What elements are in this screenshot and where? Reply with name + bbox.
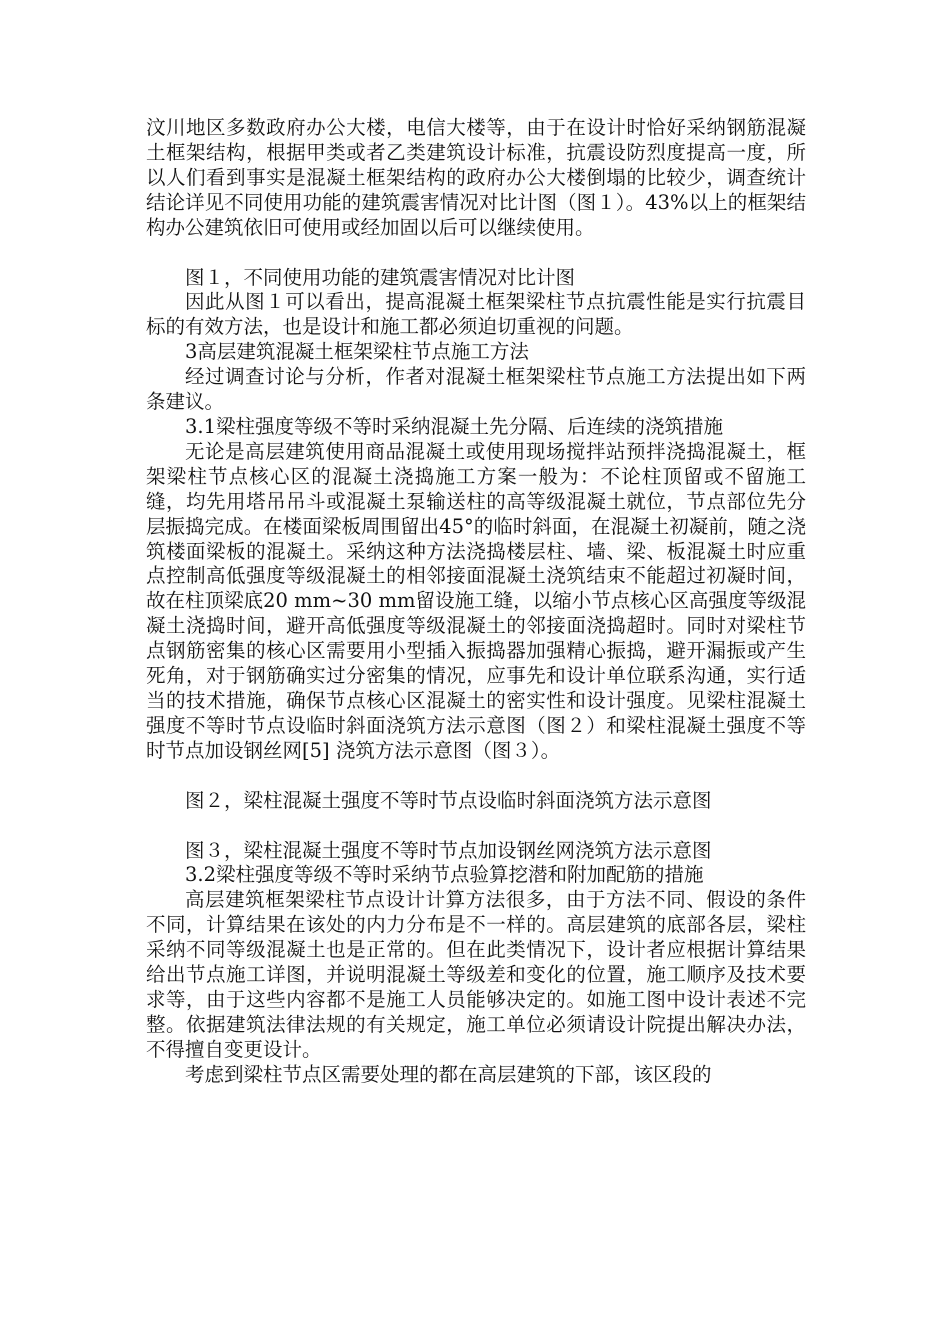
paragraph-suggestions: 经过调查讨论与分析，作者对混凝土框架梁柱节点施工方法提出如下两条建议。 [146,365,806,414]
figure-gap-3 [146,814,806,839]
paragraph-method-1: 无论是高层建筑使用商品混凝土或使用现场搅拌站预拌浇捣混凝土，框架梁柱节点核心区的混凝土浇捣施工方案一般为：不论柱顶留或不留施工缝，均先用塔吊吊斗或混凝土泵输送柱的高等级混凝土就位，节点部位先分层振捣完成。在楼面梁板周围留出45°的临时斜面，在混凝土初凝前，随之浇筑楼面梁板的混凝土。采纳这种方法浇捣楼层柱、墙、梁、板混凝土时应重点控制高低强度等级混凝土的相邻接面混凝土浇筑结束不能超过初凝时间，故在柱顶梁底20 mm~30 mm留设施工缝，以缩小节点核心区高强度等级混凝土浇捣时间，避开高低强度等级混凝土的邻接面浇捣超时。同时对梁柱节点钢筋密集的核心区需要用小型插入振捣器加强精心振捣，避开漏振或产生死角，对于钢筋确实过分密集的情况，应事先和设计单位联系沟通，实行适当的技术措施，确保节点核心区混凝土的密实性和设计强度。见梁柱混凝土强度不等时节点设临时斜面浇筑方法示意图（图２）和梁柱混凝土强度不等时节点加设钢丝网[5] 浇筑方法示意图（图３）。 [146,439,806,762]
paragraph-intro: 汶川地区多数政府办公大楼，电信大楼等，由于在设计时恰好采纳钢筋混凝土框架结构，根据甲类或者乙类建筑设计标准，抗震设防烈度提高一度，所以人们看到事实是混凝土框架结构的政府办公大楼倒塌的比较少，调查统计结论详见不同使用功能的建筑震害情况对比计图（图１）。43%以上的框架结构办公建筑依旧可使用或经加固以后可以继续使用。 [146,116,806,239]
subsection-heading-3-2: 3.2梁柱强度等级不等时采纳节点验算挖潜和附加配筋的措施 [185,863,704,887]
figure-caption-2: 图２，梁柱混凝土强度不等时节点设临时斜面浇筑方法示意图 [185,788,712,812]
paragraph-continued: 考虑到梁柱节点区需要处理的都在高层建筑的下部，该区段的 [185,1062,712,1086]
subsection-heading-3-1: 3.1梁柱强度等级不等时采纳混凝土先分隔、后连续的浇筑措施 [185,414,724,438]
paragraph-conclusion: 因此从图１可以看出，提高混凝土框架梁柱节点抗震性能是实行抗震目标的有效方法，也是设计和施工都必须迫切重视的问题。 [146,290,806,339]
figure-gap-1 [146,241,806,266]
figure-caption-3: 图３，梁柱混凝土强度不等时节点加设钢丝网浇筑方法示意图 [185,838,712,862]
figure-gap-2 [146,764,806,789]
document-body [146,116,806,1088]
paragraph-method-2: 高层建筑框架梁柱节点设计计算方法很多，由于方法不同、假设的条件不同，计算结果在该处的内力分布是不一样的。高层建筑的底部各层，梁柱采纳不同等级混凝土也是正常的。但在此类情况下，设计者应根据计算结果给出节点施工详图，并说明混凝土等级差和变化的位置，施工顺序及技术要求等，由于这些内容都不是施工人员能够决定的。如施工图中设计表述不完整。依据建筑法律法规的有关规定，施工单位必须请设计院提出解决办法，不得擅自变更设计。 [146,888,806,1061]
section-heading-3: 3高层建筑混凝土框架梁柱节点施工方法 [185,340,529,364]
figure-caption-1: 图１，不同使用功能的建筑震害情况对比计图 [185,265,576,289]
